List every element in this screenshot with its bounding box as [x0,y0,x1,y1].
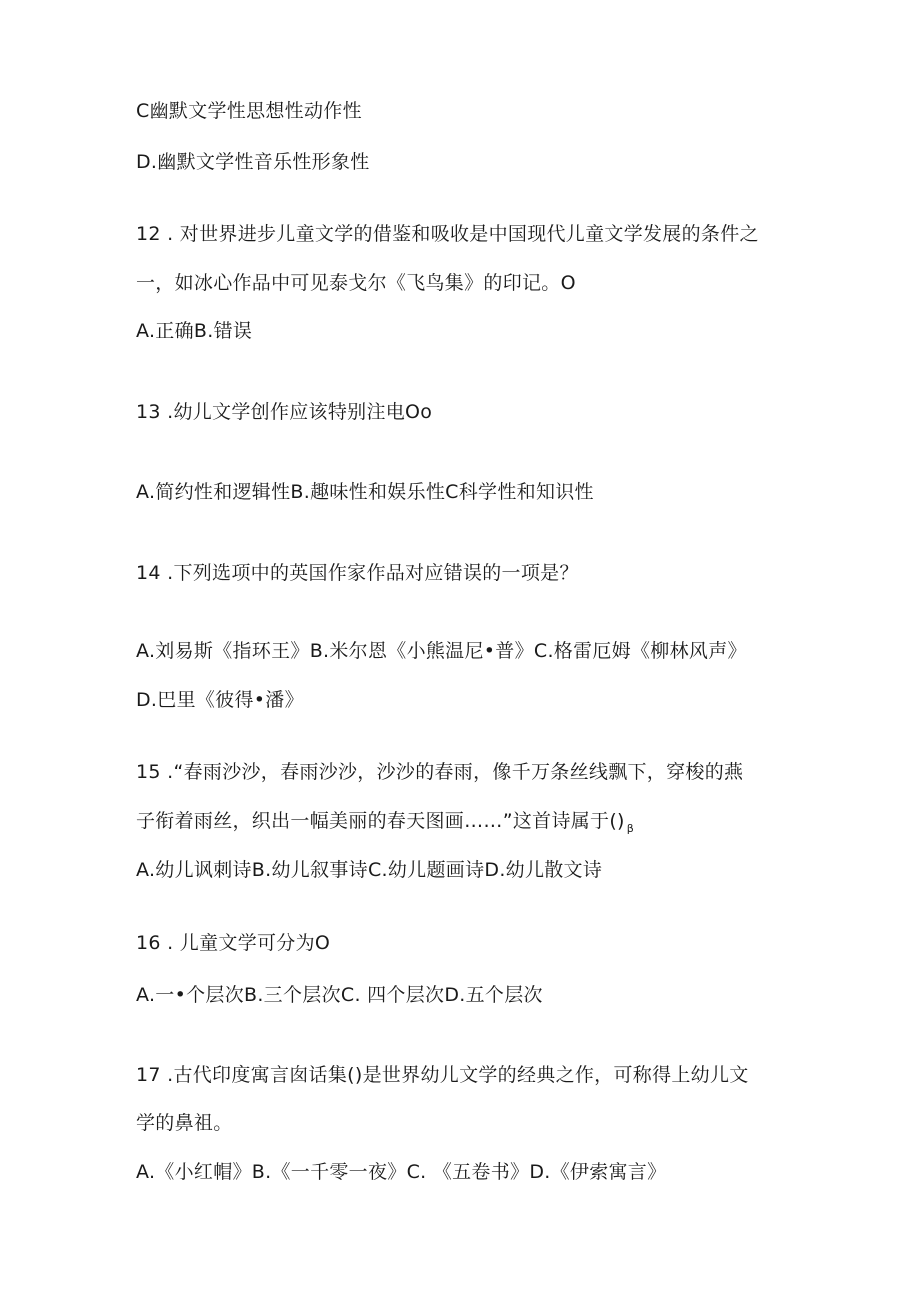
question-12-options: A.正确B.错误 [136,320,253,342]
question-15-options: A.幼儿讽刺诗B.幼儿叙事诗C.幼儿题画诗D.幼儿散文诗 [136,859,603,881]
question-14-options-line-1: A.刘易斯《指环王》B.米尔恩《小熊温尼•普》C.格雷厄姆《柳林风声》 [136,640,747,662]
question-12-line-2: 一，如冰心作品中可见泰戈尔《飞鸟集》的印记。O [136,272,576,294]
question-13: 13 .幼儿文学创作应该特别注电Oo [136,401,433,423]
question-13-options: A.简约性和逻辑性B.趣味性和娱乐性C科学性和知识性 [136,481,594,503]
option-line-11d: D.幽默文学性音乐性形象性 [136,151,370,173]
question-16-options: A.一•个层次B.三个层次C. 四个层次D.五个层次 [136,984,543,1006]
question-16: 16 . 儿童文学可分为O [136,932,331,954]
question-17-line-2: 学的鼻祖。 [136,1112,233,1134]
question-15-line-1: 15 .“春雨沙沙，春雨沙沙，沙沙的春雨，像千万条丝线飘下，穿梭的燕 [136,761,744,783]
question-14: 14 .下列选项中的英国作家作品对应错误的一项是？ [136,562,579,584]
question-17-line-1: 17 .古代印度寓言囱话集()是世界幼儿文学的经典之作，可称得上幼儿文 [136,1064,749,1086]
question-15-line-2 [136,808,634,842]
option-line-11c: C幽默文学性思想性动作性 [136,100,362,122]
question-12-line-1: 12 . 对世界进步儿童文学的借鉴和吸收是中国现代儿童文学发展的条件之 [136,223,759,245]
question-15-subscript: β [626,822,635,835]
question-14-options-line-2: D.巴里《彼得•潘》 [136,689,304,711]
question-17-options: A.《小红帽》B.《一千零一夜》C. 《五卷书》D.《伊索寓言》 [136,1161,667,1183]
question-15-line-2-text: 子衔着雨丝，织出一幅美丽的春天图画……”这首诗属于() [136,810,625,832]
